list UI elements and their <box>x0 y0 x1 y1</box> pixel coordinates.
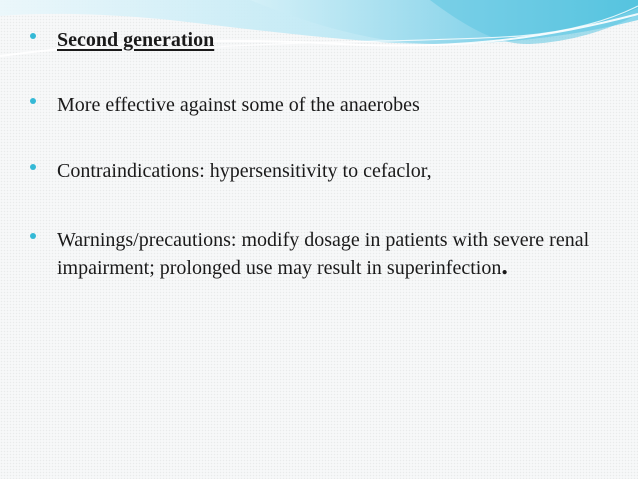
final-period: . <box>501 251 508 280</box>
bullet-icon <box>30 33 36 39</box>
bullet-icon <box>30 233 36 239</box>
slide-heading: Second generation <box>57 29 215 51</box>
bullet-text: Contraindications: hypersensitivity to cefaclor, <box>57 160 432 182</box>
bullet-text: More effective against some of the anaerobes <box>57 94 420 116</box>
bullet-text: Warnings/precautions: modify dosage in patients with severe renal impairment; prolonged use may result in superinfection <box>57 229 590 279</box>
bullet-icon <box>30 98 36 104</box>
bullet-icon <box>30 164 36 170</box>
